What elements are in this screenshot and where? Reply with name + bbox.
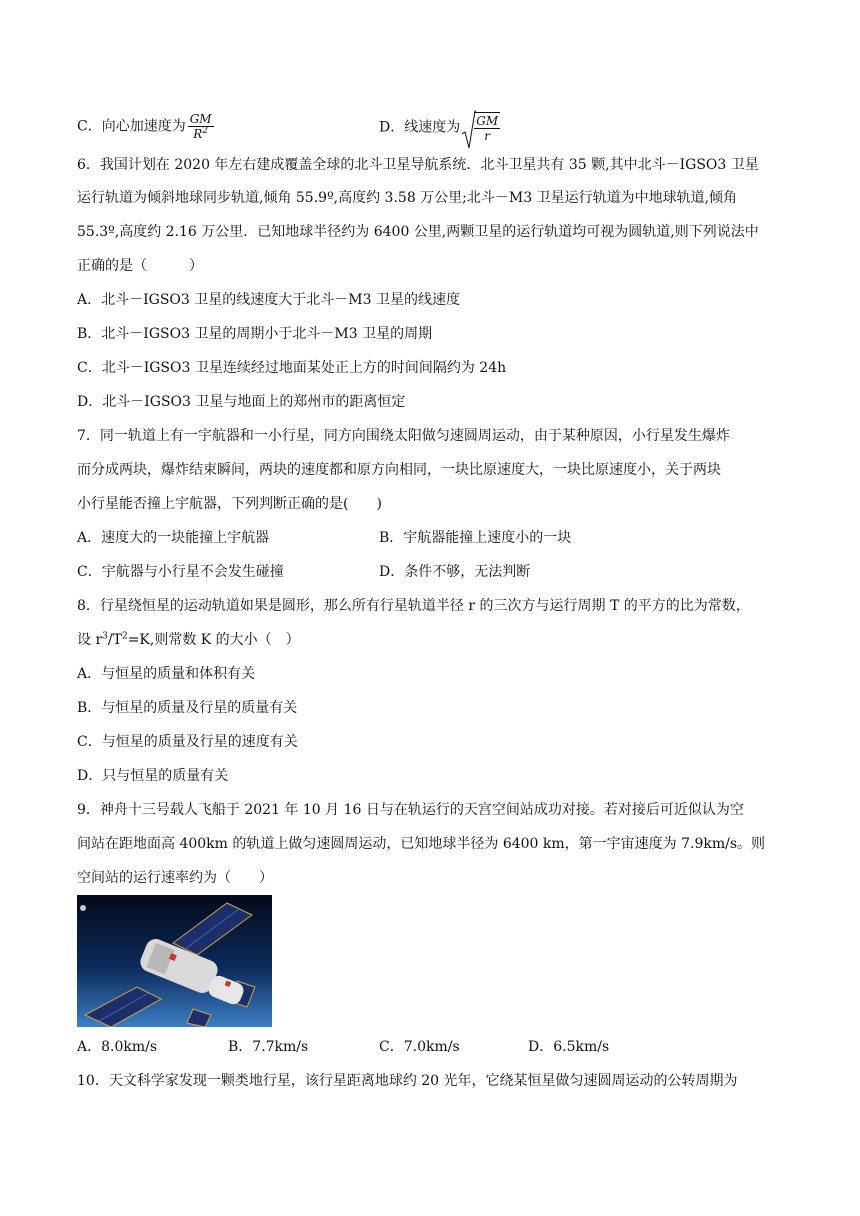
q8-option-b: B．与恒星的质量及行星的质量有关: [77, 700, 298, 716]
q8-option-a: A．与恒星的质量和体积有关: [77, 666, 256, 682]
q9-stem-line-1: 9．神舟十三号载人飞船于 2021 年 10 月 16 日与在轨运行的天宫空间站成功对接。若对接后可近似认为空: [77, 802, 744, 818]
q7-stem-line-1: 7．同一轨道上有一宇航器和一小行星，同方向围绕太阳做匀速圆周运动，由于某种原因，小行星发生爆炸: [77, 428, 730, 444]
q6-stem-line-1: 6．我国计划在 2020 年左右建成覆盖全球的北斗卫星导航系统．北斗卫星共有 35 颗,其中北斗－IGSO3 卫星: [77, 157, 759, 173]
q8-option-c: C．与恒星的质量及行星的速度有关: [77, 734, 298, 750]
q7-option-c: C．宇航器与小行星不会发生碰撞: [77, 564, 284, 580]
q7-option-b: B．宇航器能撞上速度小的一块: [379, 530, 572, 546]
q5-option-d-sqrt: $\frac{GM}{r}$: [462, 112, 500, 143]
q8-option-d: D．只与恒星的质量有关: [77, 768, 229, 784]
q8-stem-line-2: 设 $r^3/T^2=K$,则常数 K 的大小（ ）: [77, 631, 300, 648]
sqrt-icon: [462, 110, 476, 150]
q7-stem-line-2: 而分成两块，爆炸结束瞬间，两块的速度都和原方向相同，一块比原速度大，一块比原速度小，关于两块: [77, 462, 721, 478]
q6-stem-line-4: 正确的是（ ）: [77, 258, 203, 274]
q6-stem-line-3: 55.3º,高度约 2.16 万公里．已知地球半径约为 6400 公里,两颗卫星的运行轨道均可视为圆轨道,则下列说法中: [77, 224, 759, 240]
q6-stem-line-2: 运行轨道为倾斜地球同步轨道,倾角 55.9º,高度约 3.58 万公里;北斗－M3 卫星运行轨道为中地球轨道,倾角: [77, 190, 738, 206]
q9-option-b: B．7.7km/s: [228, 1039, 309, 1055]
q7-option-d: D．条件不够，无法判断: [379, 564, 531, 580]
q9-option-d: D．6.5km/s: [528, 1039, 610, 1055]
q5-option-c: [77, 112, 214, 141]
q7-option-a: A．速度大的一块能撞上宇航器: [77, 530, 270, 546]
q9-stem-line-2: 间站在距地面高 400km 的轨道上做匀速圆周运动，已知地球半径为 6400 km，第一宇宙速度为 7.9km/s。则: [77, 836, 766, 852]
q5-option-c-text: C．向心加速度为: [77, 118, 186, 135]
q9-stem-line-3: 空间站的运行速率约为（ ）: [77, 870, 273, 886]
q5-option-d-text: D．线速度为: [379, 119, 461, 136]
q8-stem-line-1: 8．行星绕恒星的运动轨道如果是圆形，那么所有行星轨道半径 r 的三次方与运行周期 T 的平方的比为常数，: [77, 598, 750, 614]
q6-option-a: A．北斗－IGSO3 卫星的线速度大于北斗－M3 卫星的线速度: [77, 292, 460, 308]
q10-stem-line-1: 10．天文科学家发现一颗类地行星，该行星距离地球约 20 光年，它绕某恒星做匀速圆周运动的公转周期为: [77, 1073, 738, 1089]
space-station-photo: [77, 895, 272, 1027]
q5-option-c-fraction: $\frac{GM}{R^2}$: [189, 112, 212, 141]
q6-option-c: C．北斗－IGSO3 卫星连续经过地面某处正上方的时间间隔约为 24h: [77, 360, 507, 376]
q6-option-d: D．北斗－IGSO3 卫星与地面上的郑州市的距离恒定: [77, 394, 406, 410]
q6-option-b: B．北斗－IGSO3 卫星的周期小于北斗－M3 卫星的周期: [77, 326, 433, 342]
q5-option-d: [379, 112, 500, 143]
space-station-icon: [77, 895, 272, 1027]
q9-option-c: C．7.0km/s: [379, 1039, 460, 1055]
q9-option-a: A．8.0km/s: [77, 1039, 158, 1055]
q7-stem-line-3: 小行星能否撞上宇航器，下列判断正确的是( ): [77, 496, 382, 512]
